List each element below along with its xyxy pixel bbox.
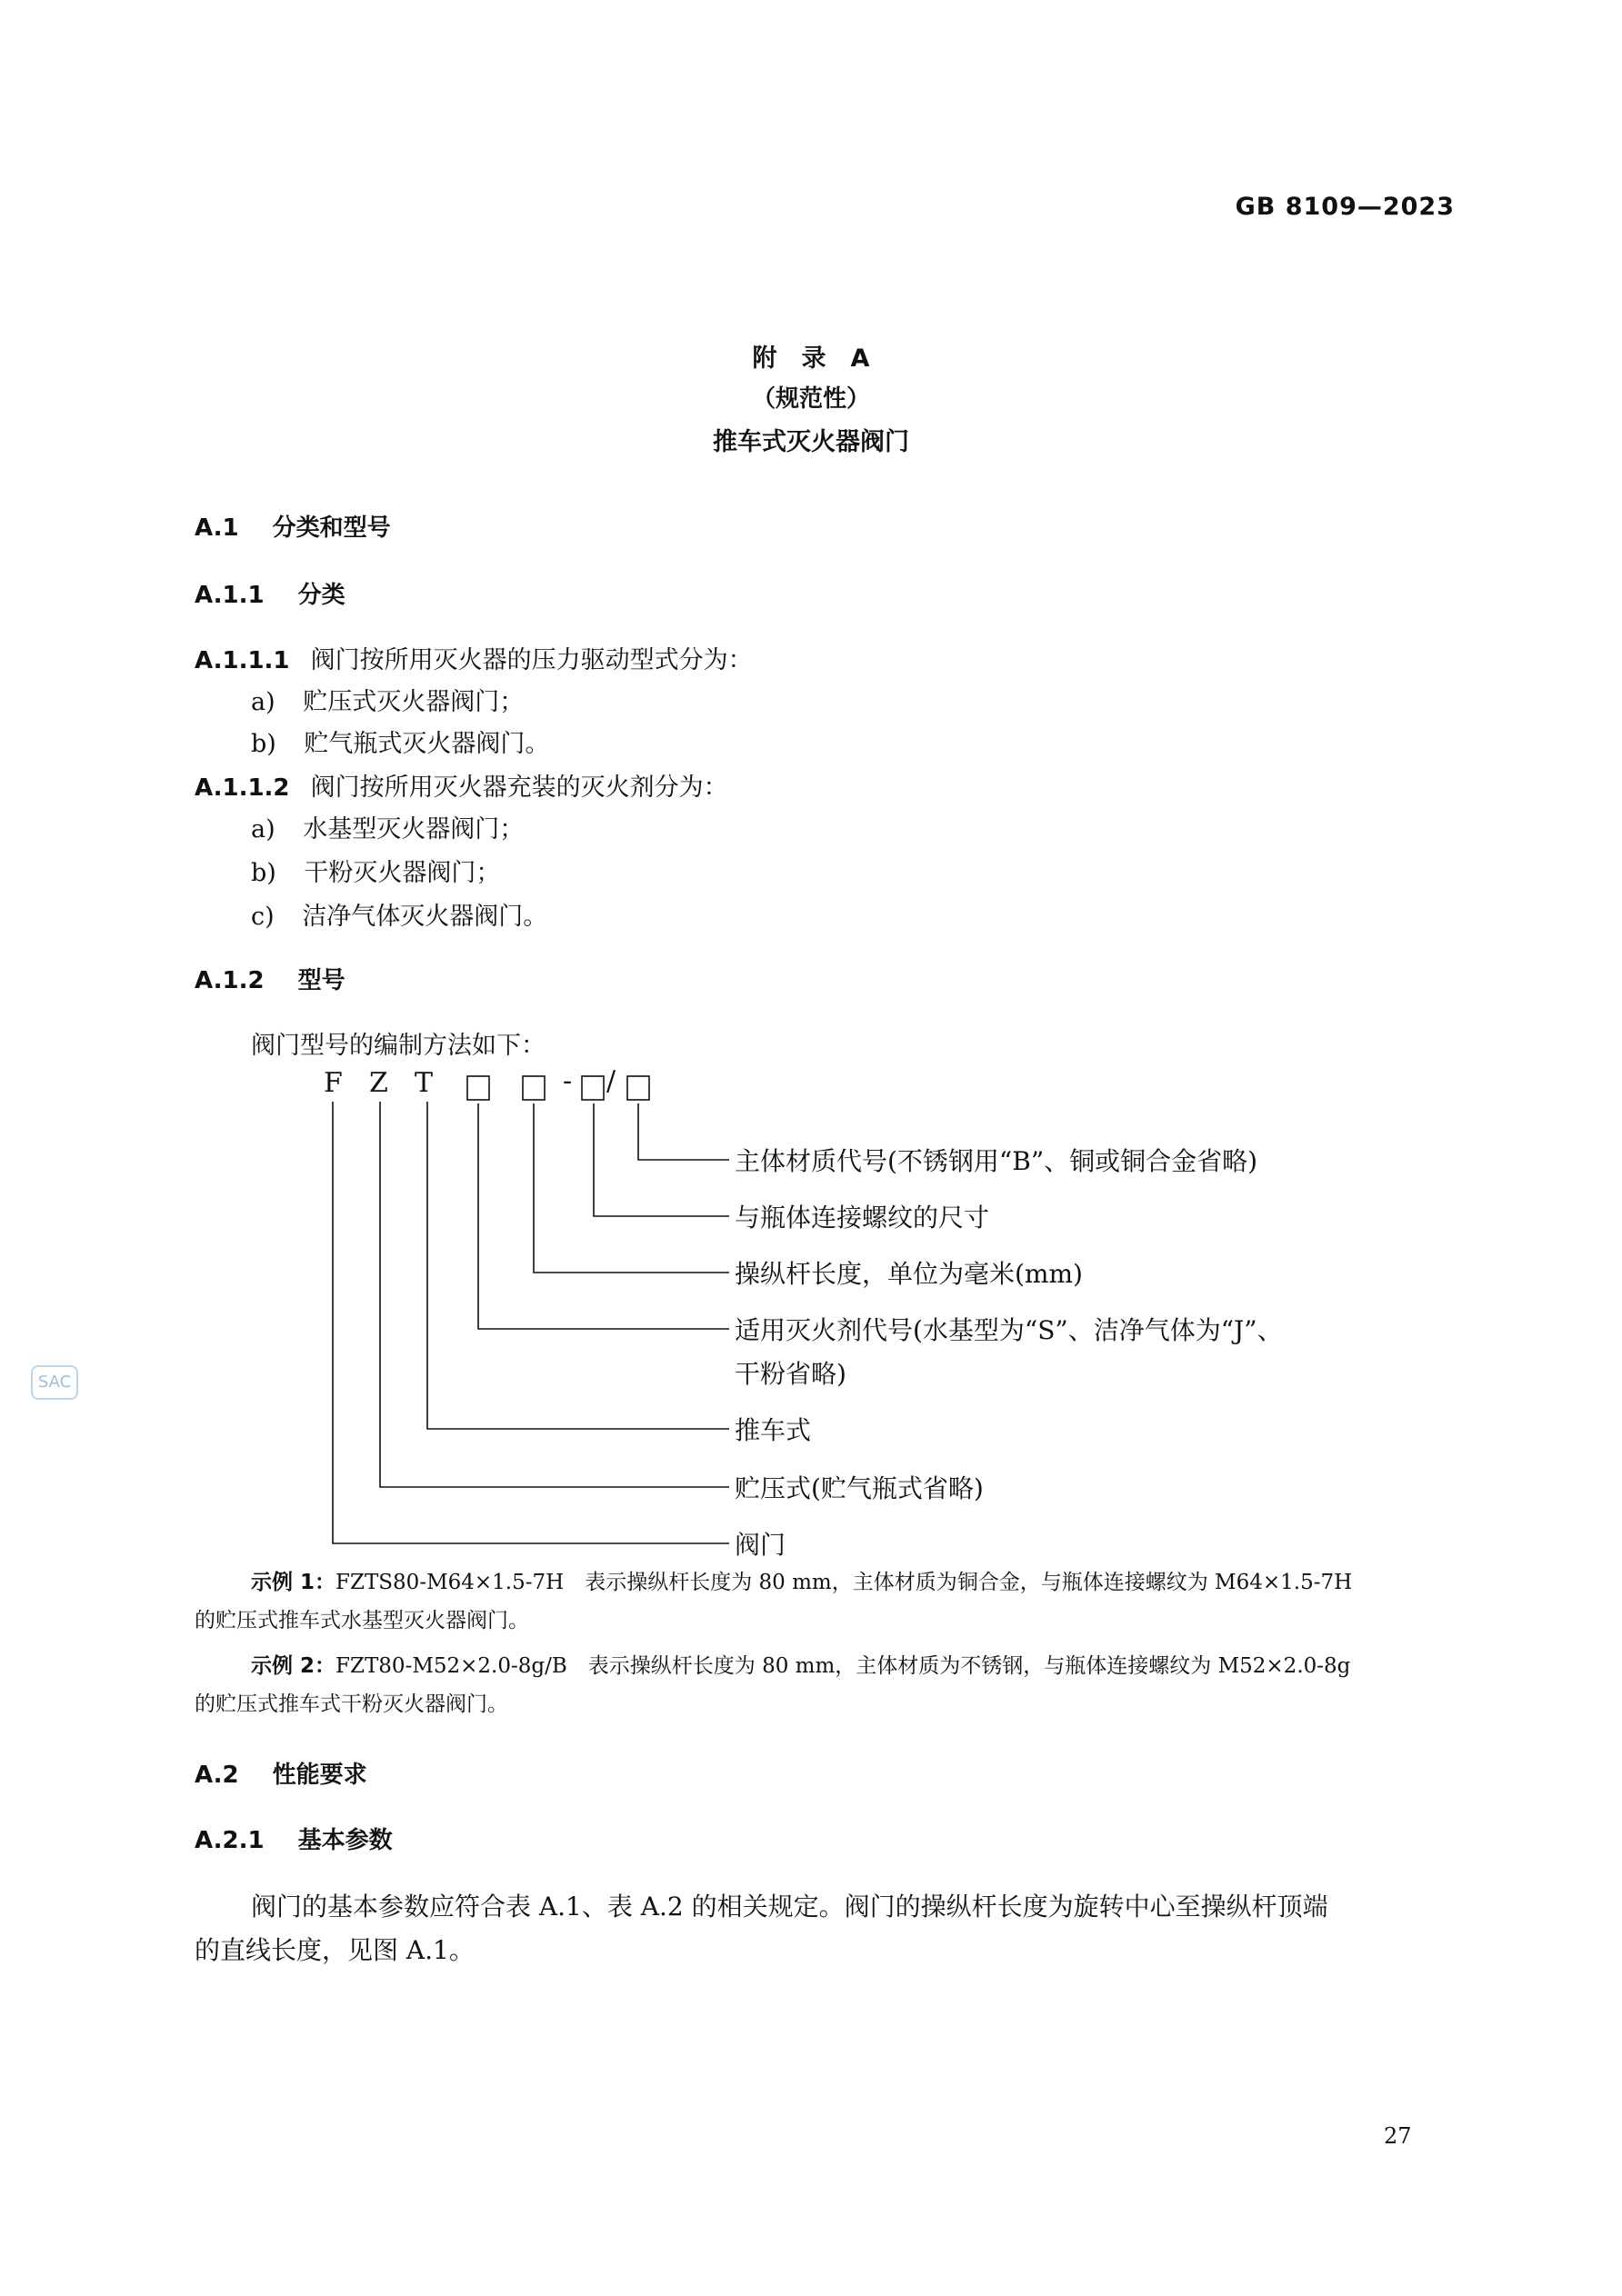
annex-subject: 推车式灭火器阀门: [713, 428, 909, 456]
leader-lever: [534, 1103, 729, 1273]
legend-stored: 贮压式(贮气瓶式省略): [735, 1473, 984, 1503]
example-1-line2: 的贮压式推车式水基型灭火器阀门。: [195, 1609, 529, 1632]
code-box-material: [627, 1076, 649, 1100]
paragraph-a21-line2: 的直线长度，见图 A.1。: [195, 1935, 475, 1965]
example-2-line1: [251, 1649, 1350, 1679]
code-dash: -: [563, 1065, 573, 1097]
list-item-text: 贮气瓶式灭火器阀门。: [304, 730, 550, 758]
heading-a21-title: 基本参数: [297, 1827, 393, 1854]
legend-lever: 操纵杆长度，单位为毫米(mm): [735, 1259, 1083, 1289]
sac-watermark: SAC: [31, 1365, 78, 1400]
list-item-label: b): [251, 730, 276, 758]
clause-a112-number: A.1.1.2: [195, 774, 290, 802]
list-item-text: 洁净气体灭火器阀门。: [302, 903, 548, 931]
legend-valve: 阀门: [735, 1530, 786, 1560]
heading-a2-number: A.2: [195, 1762, 239, 1789]
clause-a111-number: A.1.1.1: [195, 647, 290, 674]
heading-a21: [195, 1822, 393, 1855]
code-letter-z: Z: [369, 1067, 388, 1099]
list-item-label: c): [251, 903, 275, 931]
heading-a21-number: A.2.1: [195, 1827, 265, 1854]
annex-title: 附 录 A: [752, 344, 870, 373]
heading-a1-title: 分类和型号: [272, 514, 391, 542]
heading-a11-number: A.1.1: [195, 582, 265, 609]
example-1-text: FZTS80-M64×1.5-7H 表示操纵杆长度为 80 mm，主体材质为铜合金，与瓶体连接螺纹为 M64×1.5-7H: [335, 1571, 1353, 1594]
standard-number: GB 8109—2023: [1235, 193, 1455, 221]
code-letter-f: F: [324, 1067, 343, 1099]
heading-a1-number: A.1: [195, 514, 239, 542]
heading-a12-number: A.1.2: [195, 967, 265, 994]
list-item-text: 贮压式灭火器阀门；: [303, 688, 525, 716]
example-2-label: 示例 2：: [251, 1654, 336, 1678]
legend-material: 主体材质代号(不锈钢用“B”、铜或铜合金省略): [735, 1146, 1258, 1176]
annex-type: （规范性）: [751, 385, 870, 413]
leader-valve: [333, 1102, 729, 1543]
legend-agent-line1: 适用灭火剂代号(水基型为“S”、洁净气体为“J”、: [735, 1315, 1283, 1345]
legend-thread: 与瓶体连接螺纹的尺寸: [735, 1203, 990, 1233]
example-2-line2: 的贮压式推车式干粉灭火器阀门。: [195, 1692, 508, 1716]
leader-material: [638, 1103, 729, 1160]
code-slash: /: [606, 1065, 616, 1097]
page-number: 27: [1384, 2123, 1412, 2149]
heading-a12-title: 型号: [297, 967, 345, 994]
paragraph-a21-line1: 阀门的基本参数应符合表 A.1、表 A.2 的相关规定。阀门的操纵杆长度为旋转中心至操纵杆顶端: [251, 1892, 1328, 1922]
heading-a11-title: 分类: [297, 582, 345, 609]
list-item-label: a): [251, 688, 275, 716]
code-box-thread: [582, 1076, 604, 1100]
model-intro: 阀门型号的编制方法如下：: [251, 1032, 546, 1060]
code-letter-t: T: [415, 1067, 434, 1099]
heading-a2-title: 性能要求: [272, 1762, 367, 1789]
clause-a112-text: 阀门按所用灭火器充装的灭火剂分为：: [310, 774, 728, 802]
legend-agent-line2: 干粉省略): [735, 1359, 846, 1389]
legend-cart: 推车式: [735, 1415, 812, 1445]
example-1-line1: [251, 1565, 1352, 1595]
list-item-text: 水基型灭火器阀门；: [303, 815, 525, 844]
clause-a111-text: 阀门按所用灭火器的压力驱动型式分为：: [310, 646, 753, 674]
example-2-text: FZT80-M52×2.0-8g/B 表示操纵杆长度为 80 mm，主体材质为不锈钢，与瓶体连接螺纹为 M52×2.0-8g: [335, 1654, 1351, 1678]
code-box-agent: [467, 1076, 489, 1100]
leader-cart: [427, 1102, 729, 1429]
heading-a2: [195, 1756, 367, 1790]
example-1-label: 示例 1：: [251, 1571, 336, 1594]
list-item-label: a): [251, 815, 275, 844]
list-item-text: 干粉灭火器阀门；: [304, 859, 501, 887]
list-item-label: b): [251, 859, 276, 887]
code-box-lever: [523, 1076, 545, 1100]
